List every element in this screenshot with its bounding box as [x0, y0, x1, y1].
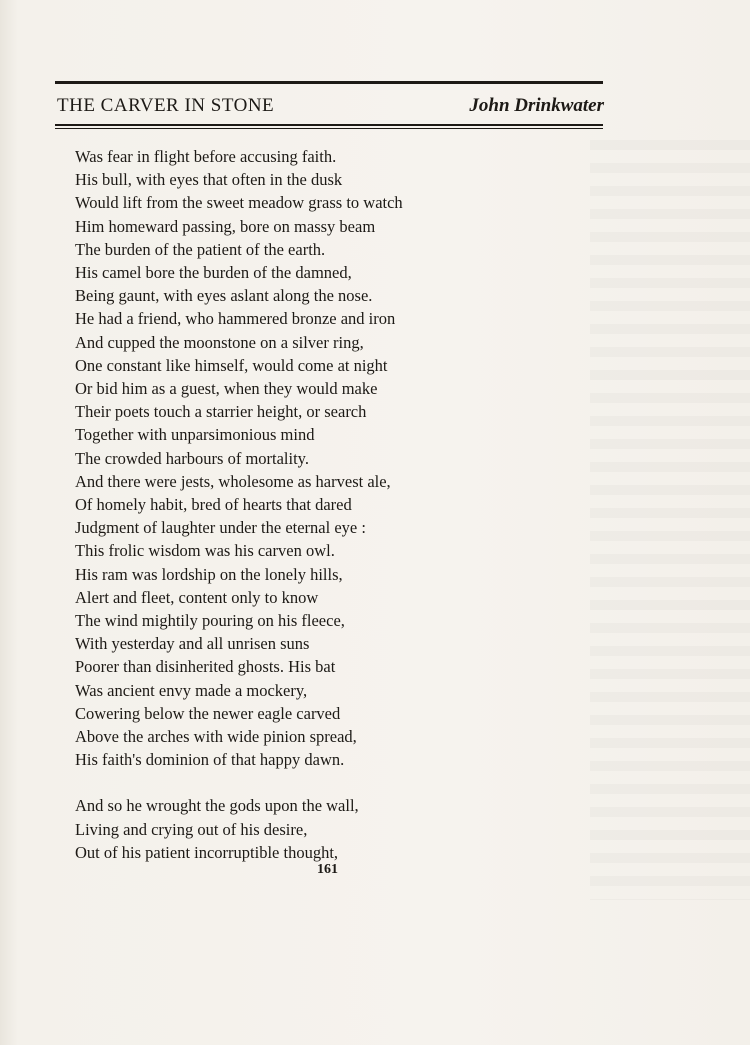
- poem-line: Was fear in flight before accusing faith.: [75, 147, 337, 166]
- poem-body: [75, 145, 595, 864]
- poem-line: This frolic wisdom was his carven owl.: [75, 541, 335, 561]
- poem-line: His camel bore the burden of the damned,: [75, 263, 352, 283]
- poem-line: Would lift from the sweet meadow grass to watch: [75, 193, 403, 213]
- poem-line: The crowded harbours of mortality.: [75, 448, 309, 468]
- poem-line: Alert and fleet, content only to know: [75, 587, 319, 607]
- running-title: THE CARVER IN STONE: [57, 95, 275, 116]
- poem-line: Their poets touch a starrier height, or search: [75, 402, 367, 422]
- poem-line: The wind mightily pouring on his fleece,: [75, 611, 345, 631]
- poem-line: One constant like himself, would come at night: [75, 355, 388, 375]
- poem-line: His ram was lordship on the lonely hills,: [75, 564, 343, 584]
- show-through-texture: [590, 140, 750, 900]
- poem-line: Being gaunt, with eyes aslant along the nose.: [75, 286, 373, 306]
- poem-line: With yesterday and all unrisen suns: [75, 634, 310, 654]
- poem-line: And so he wrought the gods upon the wall,: [75, 796, 359, 816]
- poem-line: He had a friend, who hammered bronze and iron: [75, 309, 396, 329]
- poem-line: Out of his patient incorruptible thought,: [75, 842, 339, 862]
- poem-line: Was ancient envy made a mockery,: [75, 680, 308, 700]
- stanza: [75, 794, 595, 864]
- poem-line: Of homely habit, bred of hearts that dared: [75, 495, 352, 515]
- poem-line: Judgment of laughter under the eternal eye :: [75, 518, 366, 538]
- poem-line: Cowering below the newer eagle carved: [75, 703, 341, 723]
- poem-line: Above the arches with wide pinion spread,: [75, 727, 357, 747]
- poem-line: Together with unparsimonious mind: [75, 425, 315, 445]
- poem-line: Poorer than disinherited ghosts. His bat: [75, 657, 336, 677]
- poem-line: And there were jests, wholesome as harvest ale,: [75, 471, 391, 491]
- header-rule-bottom-thin: [55, 128, 603, 129]
- poem-line: And cupped the moonstone on a silver ring,: [75, 332, 364, 352]
- page-number: 161: [317, 862, 338, 877]
- running-author: John Drinkwater: [469, 95, 604, 116]
- header-rule-top: [55, 81, 603, 84]
- poem-line: Him homeward passing, bore on massy beam: [75, 216, 376, 236]
- header-rule-bottom: [55, 124, 603, 126]
- poem-line: Or bid him as a guest, when they would make: [75, 379, 378, 399]
- poem-line: His faith's dominion of that happy dawn.: [75, 750, 345, 770]
- stanza: [75, 145, 595, 771]
- poem-line: Living and crying out of his desire,: [75, 819, 308, 839]
- poem-line: The burden of the patient of the earth.: [75, 239, 326, 259]
- poem-line: His bull, with eyes that often in the dusk: [75, 170, 343, 190]
